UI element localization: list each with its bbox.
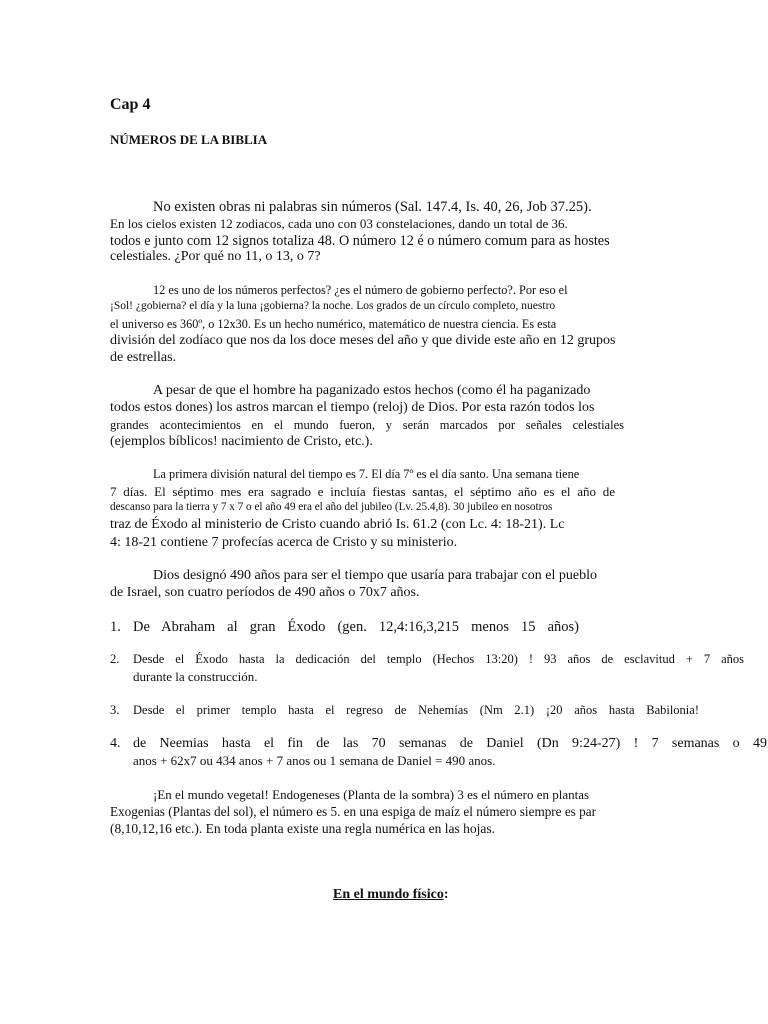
paragraph-6-line-3: (8,10,12,16 etc.). En toda planta existe una regla numérica en las hojas.: [110, 821, 495, 836]
list-item-2-number: 2.: [110, 652, 120, 666]
paragraph-4-line-5: 4: 18-21 contiene 7 profecías acerca de Cristo y su ministerio.: [110, 535, 458, 550]
list-item-4-number: 4.: [110, 736, 121, 751]
paragraph-2-line-3: el universo es 360º, o 12x30. Es un hecho numérico, matemático de nuestra ciencia. Es esta: [110, 317, 557, 331]
paragraph-5-line-2: de Israel, son cuatro períodos de 490 años o 70x7 años.: [110, 585, 420, 600]
list-item-1-number: 1.: [110, 619, 121, 635]
list-item-2-text-line-2: durante la construcción.: [133, 669, 258, 684]
paragraph-4-line-2: 7 días. El séptimo mes era sagrado e incluía fiestas santas, el séptimo año es el año de: [110, 484, 615, 499]
paragraph-5-line-1: Dios designó 490 años para ser el tiempo que usaría para trabajar con el pueblo: [153, 568, 597, 583]
paragraph-3-line-3: grandes acontecimientos en el mundo fueron, y serán marcados por señales celestiales: [110, 418, 624, 432]
chapter-label: Cap 4: [110, 96, 151, 113]
list-item-4-text-line-1: de Neemias hasta el fin de las 70 semanas de Daniel (Dn 9:24-27) ! 7 semanas o 49: [133, 736, 767, 751]
section-heading: [333, 888, 449, 902]
paragraph-4-line-1: La primera división natural del tiempo es 7. El día 7º es el día santo. Una semana tiene: [153, 467, 580, 481]
paragraph-2-line-2: ¡Sol! ¿gobierna? el día y la luna ¡gobierna? la noche. Los grados de un círculo completo, nuestro: [110, 300, 556, 312]
paragraph-6-line-1: ¡En el mundo vegetal! Endogeneses (Planta de la sombra) 3 es el número en plantas: [153, 787, 590, 802]
list-item-1-text: De Abraham al gran Éxodo (gen. 12,4:16,3,215 menos 15 años): [133, 619, 579, 635]
list-item-4-text-line-2: anos + 62x7 ou 434 anos + 7 anos ou 1 semana de Daniel = 490 anos.: [133, 753, 496, 768]
paragraph-2-line-4: división del zodíaco que nos da los doce meses del año y que divide este año en 12 grupos: [110, 333, 616, 348]
section-heading-colon: :: [443, 887, 449, 902]
paragraph-1-line-3: todos e junto com 12 signos totaliza 48. O número 12 é o número comum para as hostes: [110, 233, 610, 249]
paragraph-3-line-4: (ejemplos bíblicos! nacimiento de Cristo, etc.).: [110, 434, 373, 449]
paragraph-1-line-4: celestiales. ¿Por qué no 11, o 13, o 7?: [110, 249, 321, 264]
document-title: NÚMEROS DE LA BIBLIA: [110, 132, 268, 147]
list-item-2-text-line-1: Desde el Éxodo hasta la dedicación del templo (Hechos 13:20) ! 93 años de esclavitud + 7 años: [133, 652, 744, 666]
list-item-3-number: 3.: [110, 703, 120, 717]
paragraph-2-line-5: de estrellas.: [110, 350, 177, 365]
paragraph-4-line-4: traz de Éxodo al ministerio de Cristo cuando abrió Is. 61.2 (con Lc. 4: 18-21). Lc: [110, 517, 565, 532]
paragraph-3-line-2: todos estos dones) los astros marcan el tiempo (reloj) de Dios. Por esta razón todos los: [110, 400, 595, 415]
paragraph-1-line-1: No existen obras ni palabras sin números (Sal. 147.4, Is. 40, 26, Job 37.25).: [153, 199, 592, 215]
paragraph-2-line-1: 12 es uno de los números perfectos? ¿es el número de gobierno perfecto?. Por eso el: [153, 283, 568, 297]
list-item-3-text: Desde el primer templo hasta el regreso de Nehemías (Nm 2.1) ¡20 años hasta Babilonia!: [133, 703, 699, 717]
section-heading-text: En el mundo físico: [333, 887, 444, 902]
paragraph-4-line-3: descanso para la tierra y 7 x 7 o el año 49 era el año del jubileo (Lv. 25.4,8). 30 jubileo en nosotros: [110, 501, 553, 513]
paragraph-3-line-1: A pesar de que el hombre ha paganizado estos hechos (como él ha paganizado: [153, 383, 591, 398]
paragraph-6-line-2: Exogenias (Plantas del sol), el número es 5. en una espiga de maíz el número siempre es par: [110, 804, 596, 819]
paragraph-1-line-2: En los cielos existen 12 zodiacos, cada uno con 03 constelaciones, dando un total de 36.: [110, 216, 568, 231]
